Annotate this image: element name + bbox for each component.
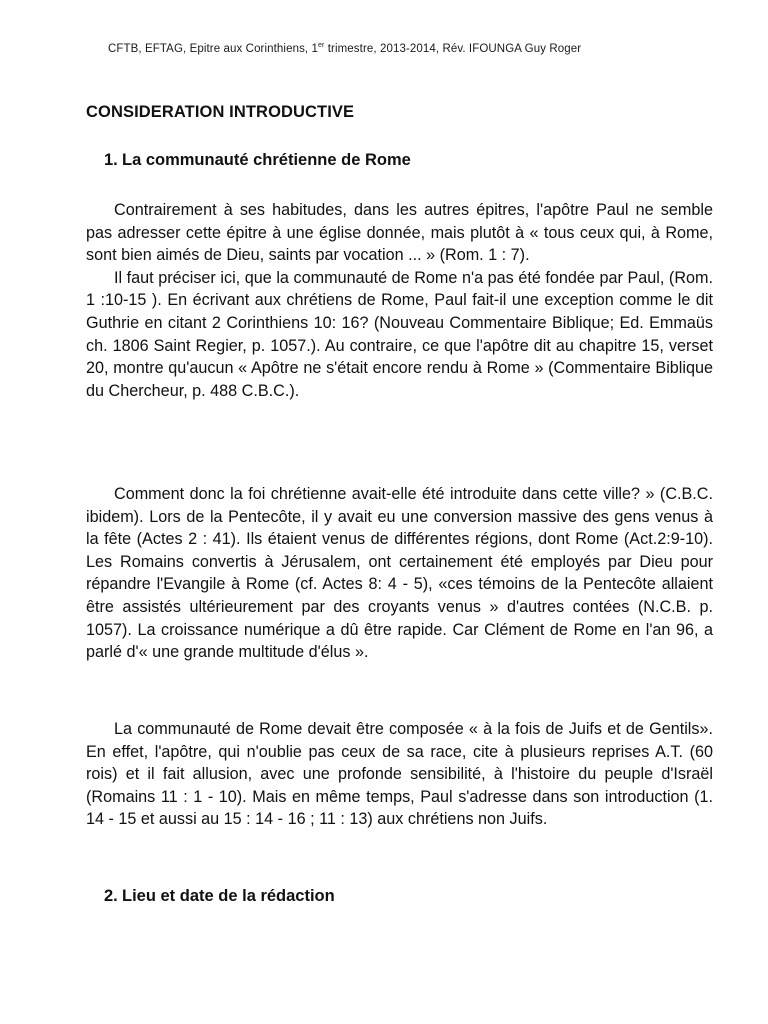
header-text: CFTB, EFTAG, Epitre aux Corinthiens, 1 (108, 43, 319, 55)
paragraph: Il faut préciser ici, que la communauté de Rome n'a pas été fondée par Paul, (Rom. 1 :10-15 ). En écrivant aux chrétiens de Rome, Paul fait-il une exception comme le dit Guthrie en citant 2 Corinthiens 10: 16? (Nouveau Commentaire Biblique; Ed. Emmaüs ch. 1806 Saint Regier, p. 1057.). Au contraire, ce que l'apôtre dit au chapitre 15, verset 20, montre qu'aucun « Apôtre ne s'était encore rendu à Rome » (Commentaire Biblique du Chercheur, p. 488 C.B.C.). (86, 268, 713, 400)
paragraph: Contrairement à ses habitudes, dans les autres épitres, l'apôtre Paul ne semble pas adresser cette épitre à une église donnée, mais plutôt à « tous ceux qui, à Rome, sont bien aimés de Dieu, saints par vocation ... » (Rom. 1 : 7). (86, 201, 713, 265)
section-heading-1 (104, 151, 411, 170)
section-1-body-part-3 (86, 718, 713, 831)
section-number: 1. (104, 151, 118, 169)
section-title: La communauté chrétienne de Rome (122, 151, 411, 169)
paragraph: La communauté de Rome devait être composée « à la fois de Juifs et de Gentils». En effet, l'apôtre, qui n'oublie pas ceux de sa race, cite à plusieurs reprises A.T. (60 rois) et il fait allusion, avec une profonde sensibilité, à l'histoire du peuple d'Israël (Romains 11 : 1 - 10). Mais en même temps, Paul s'adresse dans son introduction (1. 14 - 15 et aussi au 15 : 14 - 16 ; 11 : 13) aux chrétiens non Juifs. (86, 720, 713, 829)
running-header (108, 42, 581, 55)
section-1-body-part-2 (86, 483, 713, 664)
section-heading-2 (104, 887, 335, 906)
section-title: Lieu et date de la rédaction (122, 887, 335, 905)
paragraph: Comment donc la foi chrétienne avait-elle été introduite dans cette ville? » (C.B.C. ibidem). Lors de la Pentecôte, il y avait eu une conversion massive des gens venus à la fête (Actes 2 : 41). Ils étaient venus de différentes régions, dont Rome (Act.2:9-10). Les Romains convertis à Jérusalem, ont certainement été employés par Dieu pour répandre l'Evangile à Rome (cf. Actes 8: 4 - 5), «ces témoins de la Pentecôte allaient être assistés ultérieurement par des croyants venus » d'autres contées (N.C.B. p. 1057). La croissance numérique a dû être rapide. Car Clément de Rome en l'an 96, a parlé d'« une grande multitude d'élus ». (86, 485, 713, 662)
main-title: CONSIDERATION INTRODUCTIVE (86, 103, 355, 121)
section-number: 2. (104, 887, 118, 905)
section-1-body-part-1 (86, 199, 713, 402)
header-text-continued: trimestre, 2013-2014, Rév. IFOUNGA Guy Roger (324, 43, 582, 55)
header-superscript: er (318, 42, 325, 49)
